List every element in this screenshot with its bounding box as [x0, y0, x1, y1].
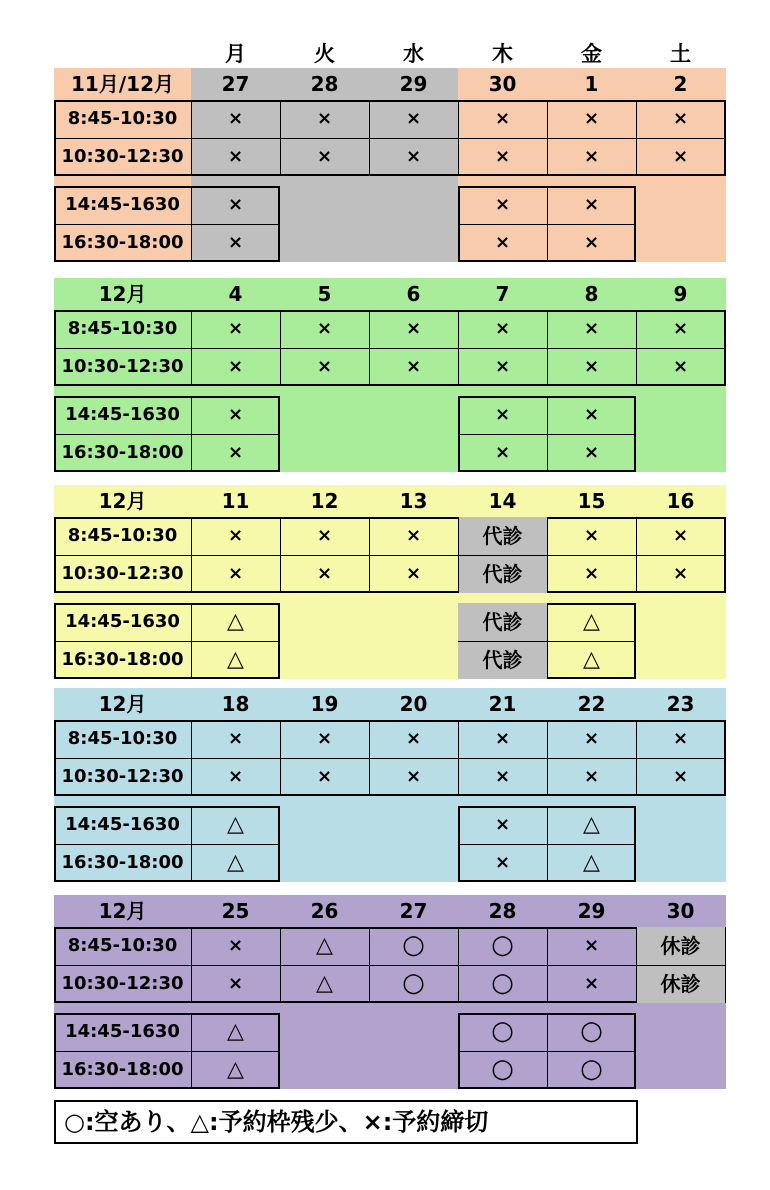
grid-line — [54, 138, 726, 139]
grid-line — [547, 396, 548, 472]
month-label: 12月 — [98, 489, 147, 513]
availability-cell[interactable]: × — [583, 194, 600, 215]
grid-line — [54, 348, 726, 349]
grid-line — [191, 720, 192, 796]
availability-cell[interactable]: × — [583, 935, 600, 956]
grid-line — [280, 310, 281, 386]
time-slot-label: 16:30-18:00 — [61, 649, 184, 670]
availability-cell[interactable]: × — [405, 525, 422, 546]
grid-line — [280, 927, 281, 1003]
availability-cell[interactable]: × — [494, 852, 511, 873]
availability-cell[interactable]: △ — [583, 812, 600, 837]
availability-cell[interactable]: 代診 — [458, 603, 547, 641]
time-slot-label: 10:30-12:30 — [61, 973, 184, 994]
availability-cell[interactable]: × — [405, 766, 422, 787]
availability-cell[interactable]: × — [672, 108, 689, 129]
grid-line — [369, 720, 370, 796]
weekday-label: 火 — [314, 42, 335, 66]
date-label: 2 — [673, 72, 688, 96]
time-slot-label: 14:45-1630 — [65, 404, 180, 425]
availability-cell[interactable]: 代診 — [458, 641, 547, 679]
grid-line — [54, 844, 280, 845]
grid-line — [54, 224, 280, 225]
availability-cell[interactable]: △ — [583, 850, 600, 875]
availability-cell[interactable]: × — [494, 766, 511, 787]
time-slot-label: 14:45-1630 — [65, 611, 180, 632]
grid-line — [191, 927, 192, 1003]
grid-line — [458, 720, 459, 796]
grid-line — [191, 603, 192, 679]
grid-line — [547, 927, 548, 1003]
weekday-label: 木 — [492, 42, 513, 66]
availability-cell[interactable]: △ — [227, 812, 244, 837]
date-label: 22 — [577, 692, 606, 716]
availability-cell[interactable]: × — [227, 563, 244, 584]
grid-line — [636, 720, 637, 796]
grid-line — [369, 310, 370, 386]
availability-cell[interactable]: × — [316, 563, 333, 584]
availability-cell[interactable]: × — [316, 108, 333, 129]
availability-cell[interactable]: △ — [227, 850, 244, 875]
availability-cell[interactable]: × — [494, 404, 511, 425]
grid-line — [547, 310, 548, 386]
date-label: 25 — [221, 899, 250, 923]
availability-cell[interactable]: × — [494, 232, 511, 253]
legend — [54, 1100, 638, 1144]
availability-cell[interactable]: × — [583, 404, 600, 425]
grid-line — [191, 100, 192, 176]
month-label: 12月 — [98, 899, 147, 923]
grid-line — [191, 1013, 192, 1089]
date-label: 4 — [228, 282, 243, 306]
availability-cell[interactable]: △ — [227, 647, 244, 672]
availability-cell[interactable]: × — [316, 146, 333, 167]
time-slot-label: 8:45-10:30 — [67, 318, 178, 339]
availability-cell[interactable]: × — [405, 563, 422, 584]
grid-line — [280, 720, 281, 796]
availability-cell[interactable]: △ — [227, 1057, 244, 1082]
legend-text: ○:空あり、△:予約枠残少、×:予約締切 — [64, 1108, 489, 1136]
availability-cell[interactable]: × — [227, 232, 244, 253]
time-slot-label: 8:45-10:30 — [67, 108, 178, 129]
grid-line — [458, 310, 459, 386]
availability-cell[interactable]: 代診 — [458, 517, 547, 555]
availability-cell[interactable]: × — [227, 108, 244, 129]
availability-cell[interactable]: × — [494, 814, 511, 835]
availability-cell[interactable]: ○ — [580, 1054, 603, 1084]
availability-cell[interactable]: × — [583, 108, 600, 129]
time-slot-label: 16:30-18:00 — [61, 232, 184, 253]
availability-cell[interactable]: × — [227, 525, 244, 546]
time-slot-label: 8:45-10:30 — [67, 728, 178, 749]
date-label: 26 — [310, 899, 339, 923]
grid-line — [54, 965, 726, 966]
date-label: 18 — [221, 692, 250, 716]
time-slot-label: 16:30-18:00 — [61, 1059, 184, 1080]
availability-cell[interactable]: × — [227, 404, 244, 425]
availability-cell[interactable]: × — [405, 728, 422, 749]
grid-line — [369, 517, 370, 593]
availability-cell[interactable]: × — [494, 318, 511, 339]
date-label: 7 — [495, 282, 510, 306]
grid-line — [458, 927, 459, 1003]
time-slot-label: 14:45-1630 — [65, 814, 180, 835]
month-label: 12月 — [98, 282, 147, 306]
availability-cell[interactable]: × — [583, 318, 600, 339]
availability-cell[interactable]: × — [227, 766, 244, 787]
availability-cell[interactable]: 代診 — [458, 555, 547, 593]
date-label: 29 — [577, 899, 606, 923]
date-label: 5 — [317, 282, 332, 306]
availability-cell[interactable]: × — [583, 232, 600, 253]
date-label: 15 — [577, 489, 606, 513]
availability-cell[interactable]: × — [227, 318, 244, 339]
availability-cell[interactable]: △ — [316, 933, 333, 958]
weekday-label: 月 — [225, 42, 246, 66]
grid-line — [547, 603, 548, 679]
date-label: 8 — [584, 282, 599, 306]
grid-line — [636, 927, 637, 1003]
availability-cell[interactable]: × — [583, 356, 600, 377]
date-label: 11 — [221, 489, 250, 513]
availability-cell[interactable]: × — [583, 728, 600, 749]
time-slot-label: 10:30-12:30 — [61, 356, 184, 377]
availability-cell[interactable]: ○ — [402, 930, 425, 960]
grid-line — [636, 310, 637, 386]
grid-line — [547, 1013, 548, 1089]
availability-cell[interactable]: × — [316, 766, 333, 787]
time-slot-label: 10:30-12:30 — [61, 146, 184, 167]
availability-cell[interactable]: 休診 — [636, 965, 725, 1003]
availability-cell[interactable]: × — [494, 194, 511, 215]
availability-cell[interactable]: × — [227, 442, 244, 463]
date-label: 29 — [399, 72, 428, 96]
availability-cell[interactable]: × — [672, 766, 689, 787]
date-label: 30 — [488, 72, 517, 96]
availability-cell[interactable]: × — [494, 108, 511, 129]
availability-cell[interactable]: × — [405, 356, 422, 377]
time-slot-label: 8:45-10:30 — [67, 935, 178, 956]
availability-cell[interactable]: × — [672, 563, 689, 584]
availability-cell[interactable]: × — [583, 563, 600, 584]
availability-cell[interactable]: × — [405, 318, 422, 339]
availability-cell[interactable]: ○ — [402, 968, 425, 998]
grid-line — [547, 100, 548, 176]
availability-cell[interactable]: × — [583, 525, 600, 546]
grid-line — [191, 806, 192, 882]
time-slot-label: 14:45-1630 — [65, 1021, 180, 1042]
availability-cell[interactable]: × — [583, 442, 600, 463]
date-label: 6 — [406, 282, 421, 306]
availability-cell[interactable]: × — [316, 318, 333, 339]
availability-cell[interactable]: ○ — [491, 1054, 514, 1084]
availability-cell[interactable]: × — [316, 728, 333, 749]
time-slot-label: 14:45-1630 — [65, 194, 180, 215]
time-slot-label: 16:30-18:00 — [61, 852, 184, 873]
grid-line — [191, 310, 192, 386]
date-label: 20 — [399, 692, 428, 716]
grid-line — [54, 758, 726, 759]
availability-cell[interactable]: × — [405, 146, 422, 167]
weekday-label: 土 — [670, 42, 691, 66]
availability-cell[interactable]: ○ — [491, 1016, 514, 1046]
availability-cell[interactable]: × — [583, 973, 600, 994]
grid-line — [191, 396, 192, 472]
availability-cell[interactable]: △ — [583, 609, 600, 634]
grid-line — [547, 186, 548, 262]
grid-line — [636, 517, 637, 593]
time-slot-label: 10:30-12:30 — [61, 563, 184, 584]
availability-cell[interactable]: × — [227, 356, 244, 377]
availability-cell[interactable]: × — [494, 442, 511, 463]
date-label: 27 — [399, 899, 428, 923]
grid-line — [547, 517, 548, 593]
grid-line — [369, 927, 370, 1003]
date-label: 28 — [488, 899, 517, 923]
date-label: 12 — [310, 489, 339, 513]
availability-cell[interactable]: △ — [583, 647, 600, 672]
availability-cell[interactable]: △ — [227, 1019, 244, 1044]
grid-line — [369, 100, 370, 176]
time-slot-label: 10:30-12:30 — [61, 766, 184, 787]
availability-cell[interactable]: × — [494, 356, 511, 377]
availability-cell[interactable]: × — [672, 146, 689, 167]
availability-cell[interactable]: × — [227, 728, 244, 749]
grid-line — [280, 100, 281, 176]
availability-cell[interactable]: × — [227, 194, 244, 215]
date-label: 27 — [221, 72, 250, 96]
availability-cell[interactable]: × — [494, 146, 511, 167]
availability-cell[interactable]: × — [583, 146, 600, 167]
availability-cell[interactable]: × — [672, 525, 689, 546]
availability-cell[interactable]: × — [672, 318, 689, 339]
date-label: 23 — [666, 692, 695, 716]
time-slot-label: 16:30-18:00 — [61, 442, 184, 463]
grid-line — [54, 555, 726, 556]
weekday-label: 金 — [581, 42, 602, 66]
availability-cell[interactable]: × — [583, 766, 600, 787]
availability-cell[interactable]: ○ — [491, 968, 514, 998]
availability-cell[interactable]: △ — [227, 609, 244, 634]
grid-line — [54, 641, 280, 642]
availability-cell[interactable]: × — [227, 973, 244, 994]
availability-cell[interactable]: ○ — [491, 930, 514, 960]
grid-line — [54, 1051, 280, 1052]
grid-line — [191, 517, 192, 593]
date-label: 13 — [399, 489, 428, 513]
date-label: 28 — [310, 72, 339, 96]
availability-cell[interactable]: × — [316, 525, 333, 546]
availability-cell[interactable]: × — [494, 728, 511, 749]
availability-cell[interactable]: × — [405, 108, 422, 129]
availability-cell[interactable]: ○ — [580, 1016, 603, 1046]
availability-cell[interactable]: × — [672, 728, 689, 749]
date-label: 30 — [666, 899, 695, 923]
date-label: 19 — [310, 692, 339, 716]
availability-cell[interactable]: △ — [316, 971, 333, 996]
weekday-label: 水 — [403, 42, 424, 66]
availability-cell[interactable]: × — [672, 356, 689, 377]
date-label: 21 — [488, 692, 517, 716]
grid-line — [280, 517, 281, 593]
availability-cell[interactable]: × — [227, 935, 244, 956]
grid-line — [191, 186, 192, 262]
grid-line — [458, 517, 459, 593]
date-label: 1 — [584, 72, 599, 96]
month-label: 12月 — [98, 692, 147, 716]
availability-cell[interactable]: × — [316, 356, 333, 377]
date-label: 16 — [666, 489, 695, 513]
date-label: 14 — [488, 489, 517, 513]
time-slot-label: 8:45-10:30 — [67, 525, 178, 546]
month-label: 11月/12月 — [71, 72, 174, 96]
grid-line — [458, 100, 459, 176]
grid-line — [636, 100, 637, 176]
availability-cell[interactable]: × — [227, 146, 244, 167]
availability-cell[interactable]: 休診 — [636, 927, 725, 965]
date-label: 9 — [673, 282, 688, 306]
grid-line — [547, 806, 548, 882]
grid-line — [54, 434, 280, 435]
grid-line — [547, 720, 548, 796]
